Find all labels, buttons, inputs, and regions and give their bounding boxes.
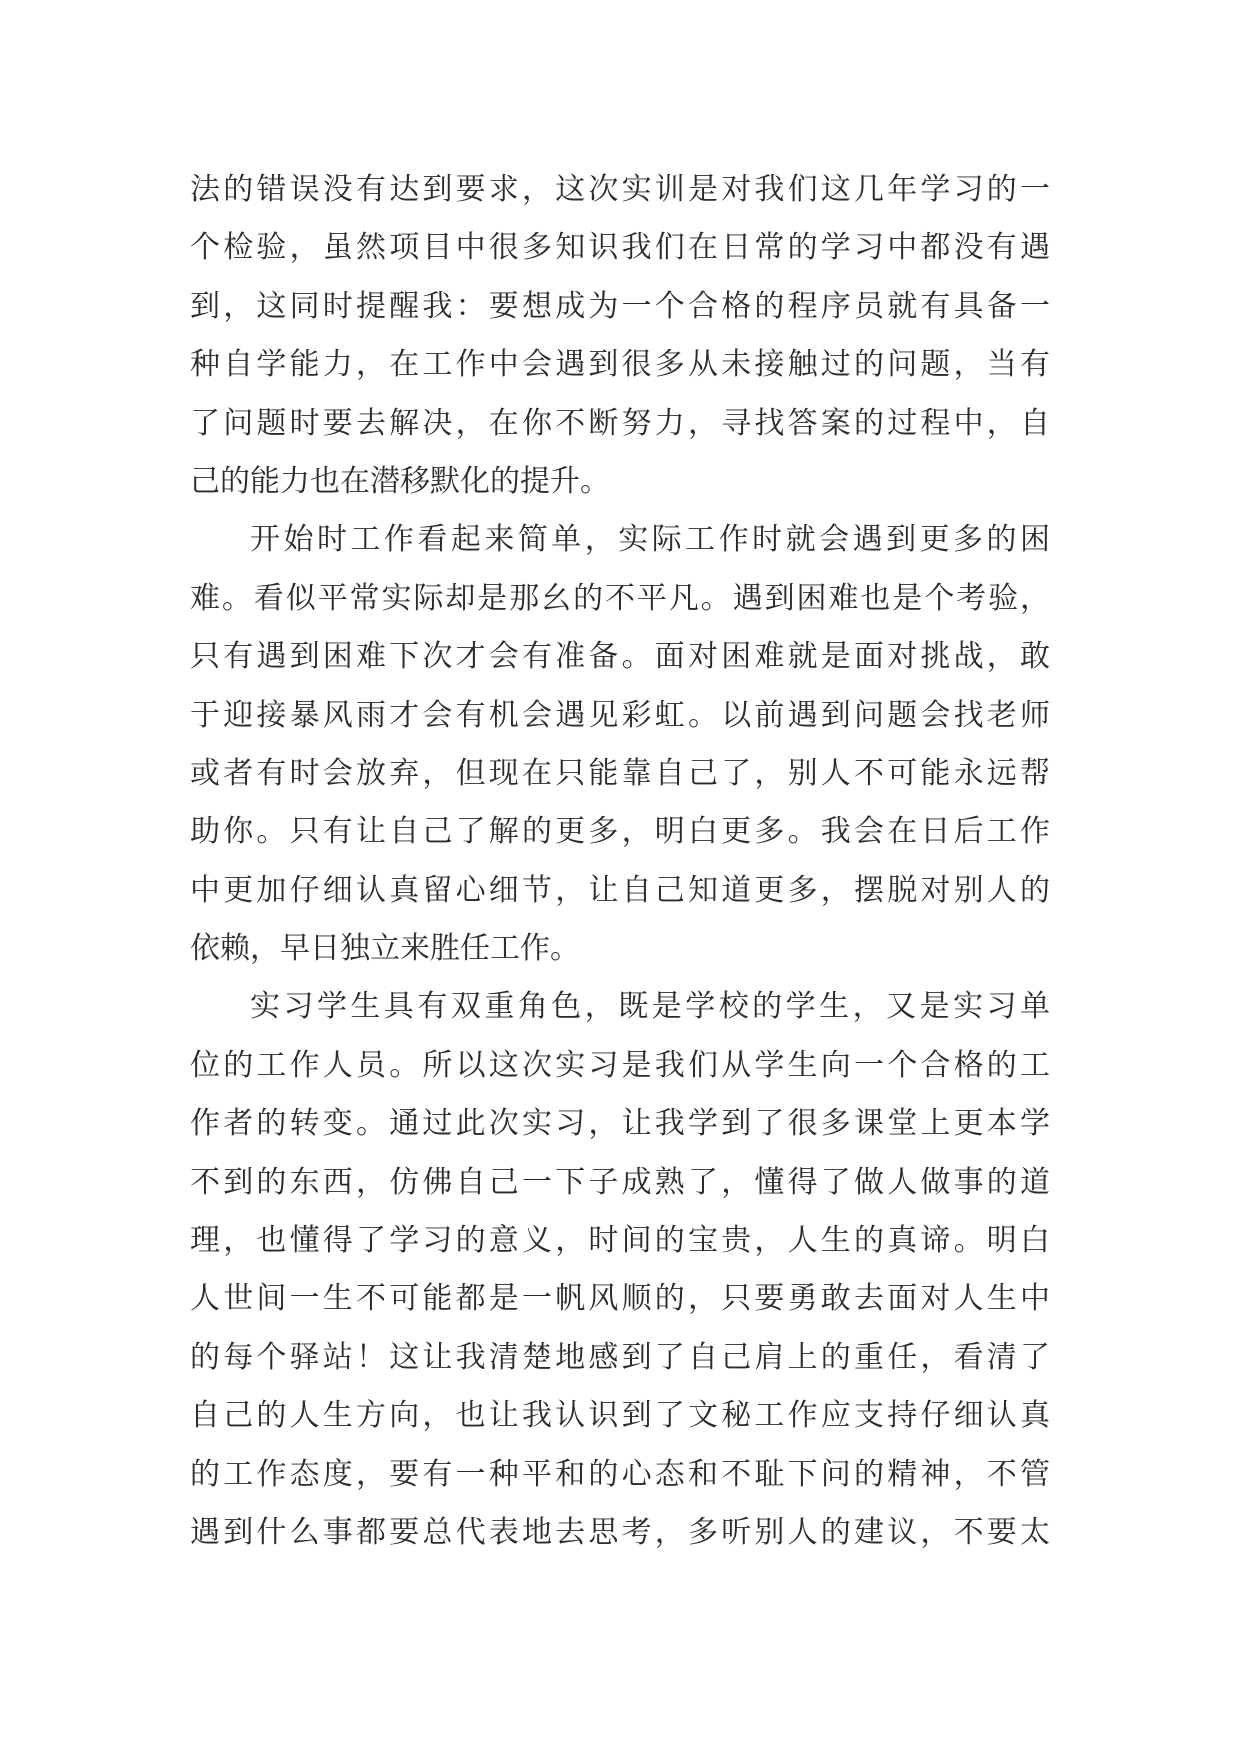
- paragraph-1: [190, 161, 1050, 511]
- paragraph-2: [190, 511, 1050, 978]
- text-line: 或者有时会放弃，但现在只能靠自己了，别人不可能永远帮: [190, 755, 1050, 791]
- text-line: 于迎接暴风雨才会有机会遇见彩虹。以前遇到问题会找老师: [190, 697, 1050, 733]
- text-line: 的每个驿站！这让我清楚地感到了自己肩上的重任，看清了: [190, 1339, 1050, 1375]
- text-line: 个检验，虽然项目中很多知识我们在日常的学习中都没有遇: [190, 230, 1050, 266]
- text-line: 人世间一生不可能都是一帆风顺的，只要勇敢去面对人生中: [190, 1281, 1050, 1317]
- text-line: 只有遇到困难下次才会有准备。面对困难就是面对挑战，敢: [190, 639, 1050, 675]
- text-line: 己的能力也在潜移默化的提升。: [190, 463, 610, 499]
- text-line: 了问题时要去解决，在你不断努力，寻找答案的过程中，自: [190, 405, 1050, 441]
- text-line: 开始时工作看起来简单，实际工作时就会遇到更多的困: [250, 522, 1050, 558]
- text-line: 理，也懂得了学习的意义，时间的宝贵，人生的真谛。明白: [190, 1223, 1050, 1259]
- text-line: 遇到什么事都要总代表地去思考，多听别人的建议，不要太: [190, 1514, 1050, 1550]
- document-body: [190, 161, 1050, 1562]
- text-line: 到，这同时提醒我：要想成为一个合格的程序员就有具备一: [190, 288, 1050, 324]
- text-line: 中更加仔细认真留心细节，让自己知道更多，摆脱对别人的: [190, 872, 1050, 908]
- text-line: 种自学能力，在工作中会遇到很多从未接触过的问题，当有: [190, 347, 1050, 383]
- text-line: 不到的东西，仿佛自己一下子成熟了，懂得了做人做事的道: [190, 1164, 1050, 1200]
- text-line: 依赖，早日独立来胜任工作。: [190, 931, 580, 967]
- text-line: 自己的人生方向，也让我认识到了文秘工作应支持仔细认真: [190, 1398, 1050, 1434]
- paragraph-3: [190, 978, 1050, 1562]
- text-line: 实习学生具有双重角色，既是学校的学生，又是实习单: [250, 989, 1050, 1025]
- text-line: 难。看似平常实际却是那幺的不平凡。遇到困难也是个考验，: [190, 580, 1050, 616]
- text-line: 作者的转变。通过此次实习，让我学到了很多课堂上更本学: [190, 1106, 1050, 1142]
- text-line: 的工作态度，要有一种平和的心态和不耻下问的精神，不管: [190, 1456, 1050, 1492]
- text-line: 位的工作人员。所以这次实习是我们从学生向一个合格的工: [190, 1047, 1050, 1083]
- text-line: 法的错误没有达到要求，这次实训是对我们这几年学习的一: [190, 172, 1050, 207]
- text-line: 助你。只有让自己了解的更多，明白更多。我会在日后工作: [190, 814, 1050, 850]
